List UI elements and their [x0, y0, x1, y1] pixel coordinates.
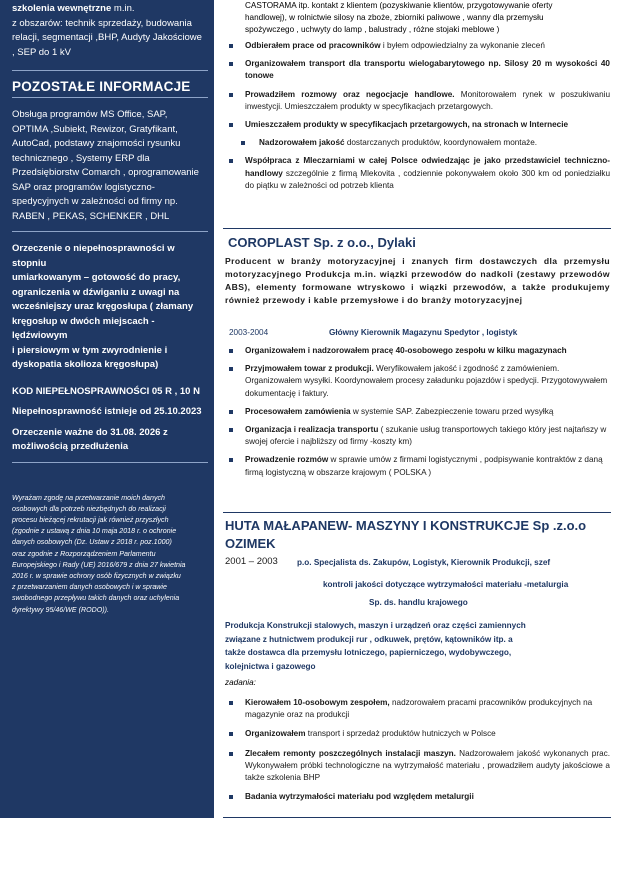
sidebar-divider — [12, 97, 208, 98]
disability-code: KOD NIEPEŁNOSPRAWNOŚCI 05 R , 10 N — [12, 385, 200, 397]
position-title: p.o. Specjalista ds. Zakupów, Logistyk, Kierownik Produkcji, szef — [297, 558, 551, 567]
disability-since: Niepełnosprawność istnieje od 25.10.2023 — [12, 406, 202, 417]
company-city: OZIMEK — [225, 536, 276, 551]
consent-line: Europejskiego i Rady (UE) 2016/679 z dnia 27 kwietnia — [12, 560, 186, 569]
position-title: Główny Kierownik Magazynu Spedytor , logistyk — [329, 328, 518, 337]
description-line: także dostawca dla przemysłu lotniczego, papierniczego, wydobywczego, — [225, 648, 512, 657]
description-line: związane z hutnictwem produkcji rur , odkuwek, prętów, kątowników itp. a — [225, 634, 513, 644]
consent-line: swobodnego przepływu takich danych oraz uchylenia — [12, 594, 180, 603]
sidebar-line: szkolenia wewnętrzne m.in. — [12, 3, 135, 14]
sidebar — [0, 0, 214, 818]
disability-line: dyskopatia skolioza kręgosłupa) — [12, 359, 159, 370]
disability-line: ograniczenia w dźwiganiu z uwagi na — [12, 286, 180, 298]
company-description — [225, 619, 610, 673]
consent-line: oraz zgodnie z Rozporządzeniem Parlamentu — [12, 549, 156, 558]
duty-item: Badania wytrzymałości materiału pod względem metalurgii — [225, 791, 610, 803]
company-name: COROPLAST Sp. z o.o., Dylaki — [228, 235, 416, 250]
duties-list — [225, 697, 610, 803]
software-line: Przedsiębiorstw Comarch , oprogramowanie — [12, 167, 199, 178]
disability-line: i piersiowym w tym zwyrodnienie i — [12, 344, 168, 356]
software-line: SAP oraz programów logistyczno- — [12, 181, 155, 193]
duty-item: Umieszczałem produkty w specyfikacjach przetargowych, na stronach w Internecie — [225, 119, 610, 131]
sidebar-line: z obszarów: technik sprzedaży, budowania — [12, 17, 192, 29]
duty-item: Zlecałem remonty poszczególnych instalacji maszyn. Nadzorowałem jakość wykonanych prac. Wykonywałem próbki technologiczne na wytrzymałość materiału , prowadziłem audyty jakościowe a także szkolenia BHP — [225, 748, 610, 785]
experience-section-previous — [225, 0, 610, 192]
software-line: RABEN , PEKAS, SCHENKER , DHL — [12, 210, 170, 222]
software-line: OPTIMA ,Subiekt, Rewizor, Gratyfikant, — [12, 123, 178, 135]
software-line: Obsługa programów MS Office, SAP, — [12, 109, 168, 120]
description-line: kolejnictwa i gazowego — [225, 661, 316, 671]
sidebar-line: , SEP do 1 kV — [12, 46, 71, 58]
company-description: Producent w branży motoryzacyjnej i znanych firm dostawczych dla przemysłu motoryzacyjnego Produkcja m.in. wiązki przewodów do nadkoli (zestawy przewodów ABS), elementy formowane wtryskowo i wiązki przewodów, a także produkujemy również przewody i kable przemysłowe i do branży motoryzacyjnej — [225, 256, 610, 305]
sidebar-top-text — [12, 2, 208, 60]
period: 2003-2004 — [229, 328, 269, 337]
duty-item: Organizowałem transport i sprzedaż produktów hutniczych w Polsce — [225, 728, 610, 740]
position-title-cont: Sp. ds. handlu krajowego — [369, 598, 468, 607]
duties-list — [225, 345, 610, 479]
company-name: HUTA MAŁAPANEW- MASZYNY I KONSTRUKCJE Sp .z.o.o — [225, 518, 587, 533]
duty-item: Organizowałem i nadzorowałem pracę 40-osobowego zespołu w kilku magazynach — [225, 345, 610, 357]
continued-line: CASTORAMA itp. kontakt z klientem (pozyskiwanie klientów, przygotowywanie oferty — [245, 1, 553, 10]
duty-item: Nadzorowałem jakość dostarczanych produktów, koordynowałem montaże. — [225, 137, 610, 149]
duty-item: Współpraca z Mleczarniami w całej Polsce odwiedzając je jako przedstawiciel techniczno-handlowy szczególnie z firmą Mlekovita , codziennie pokonywałem około 300 km od poniedziałku do piątku w zależności od potrzeb klienta — [225, 155, 610, 192]
continued-line: handlowej), w rolnictwie silosy na zboże, zbiorniki paliwowe , wanny dla przemysłu — [245, 13, 544, 22]
position-title-cont: kontroli jakości dotyczące wytrzymałości materiału -metalurgia — [323, 580, 569, 589]
consent-line: procesu bieżącej rekrutacji jak również przyszłych — [12, 515, 169, 524]
sidebar-divider — [12, 231, 208, 232]
disability-line: kręgosłup w dwóch miejscach -lędźwiowym — [12, 315, 155, 341]
disability-line: wcześniejszy uraz kręgosłupa ( złamany — [12, 301, 194, 312]
section-divider — [223, 228, 611, 229]
duty-item: Prowadzenie rozmów w sprawie umów z firmami logistycznymi , podpisywanie kontraktów z daną firmą logistyczną w obszarze krajowym ( POLSKA ) — [225, 454, 610, 478]
section-divider — [223, 817, 611, 818]
tasks-label: zadania: — [225, 678, 256, 687]
data-consent — [12, 493, 208, 616]
section-divider — [223, 512, 611, 513]
consent-line: dyrektywy 95/46/WE (RODO)). — [12, 605, 109, 614]
consent-line: danych osobowych (Dz. Ustaw z 2018 r. poz.1000) — [12, 538, 172, 547]
software-skills — [12, 108, 208, 224]
duty-item: Organizowałem transport dla transportu wielogabarytowego np. Silosy 20 m wysokości 40 tonowe — [225, 58, 610, 82]
consent-line: osobowych dla potrzeb niezbędnych do realizacji — [12, 504, 166, 513]
software-line: technicznego , Systemy ERP dla — [12, 152, 150, 164]
duties-list — [225, 40, 610, 192]
valid-line: możliwością przedłużenia — [12, 441, 129, 452]
duty-item: Odbierałem prace od pracowników i byłem odpowiedzialny za wykonanie zleceń — [225, 40, 610, 52]
other-info-heading: POZOSTAŁE INFORMACJE — [12, 79, 191, 94]
disability-valid — [12, 426, 208, 455]
disability-line: umiarkowanym – gotowość do pracy, — [12, 272, 181, 283]
sidebar-divider — [12, 462, 208, 463]
sidebar-line: relacji, segmentacji ,BHP, Audyty Jakościowe — [12, 32, 202, 43]
continued-line: spożywczego , uchwyty do lamp , balustrady , różne stojaki meblowe ) — [245, 25, 500, 34]
disability-info — [12, 242, 208, 373]
position-row — [225, 327, 610, 339]
consent-line: Wyrażam zgodę na przetwarzanie moich danych — [12, 493, 165, 502]
consent-line: z przetwarzaniem danych osobowych i w sprawie — [12, 583, 167, 592]
duty-item: Kierowałem 10-osobowym zespołem, nadzorowałem pracami pracowników produkcyjnych na magazynie oraz na produkcji — [225, 697, 610, 721]
duty-item: Procesowałem zamówienia w systemie SAP. Zabezpieczenie towaru przed wysyłką — [225, 406, 610, 418]
consent-line: (zgodnie z ustawą z dnia 10 maja 2018 r. o ochronie — [12, 527, 177, 536]
duty-item: Organizacja i realizacja transportu ( szukanie usług transportowych takiego który jest najtańszy w swojej ofercie i najbliższy od firmy -koszty km) — [225, 424, 610, 448]
description-line: Produkcja Konstrukcji stalowych, maszyn i urządzeń oraz części zamiennych — [225, 621, 526, 630]
experience-section-huta — [225, 517, 610, 803]
consent-line: 2016 r. w sprawie ochrony osób fizycznych w związku — [12, 571, 181, 580]
valid-line: Orzeczenie ważne do 31.08. 2026 z — [12, 426, 168, 438]
disability-line: Orzeczenie o niepełnosprawności w stopniu — [12, 243, 175, 269]
software-line: AutoCad, podstawy znajomości rysunku — [12, 138, 181, 149]
position-row — [225, 556, 610, 569]
software-line: spedycyjnych w zależności od firmy np. — [12, 196, 178, 207]
duty-item: Prowadziłem rozmowy oraz negocjacje handlowe. Monitorowałem rynek w poszukiwaniu inwestycji. Umieszczałem produkty w specyfikacjach przetargowych. — [225, 89, 610, 113]
duty-item: Przyjmowałem towar z produkcji. Weryfikowałem jakość i zgodność z zamówieniem. Organizowałem wysyłki. Koordynowałem procesy załadunku pojazdów i spedycji. Przygotowywałem dokumentację i faktury. — [225, 363, 610, 400]
experience-section-coroplast — [225, 235, 610, 479]
period: 2001 – 2003 — [225, 556, 278, 567]
